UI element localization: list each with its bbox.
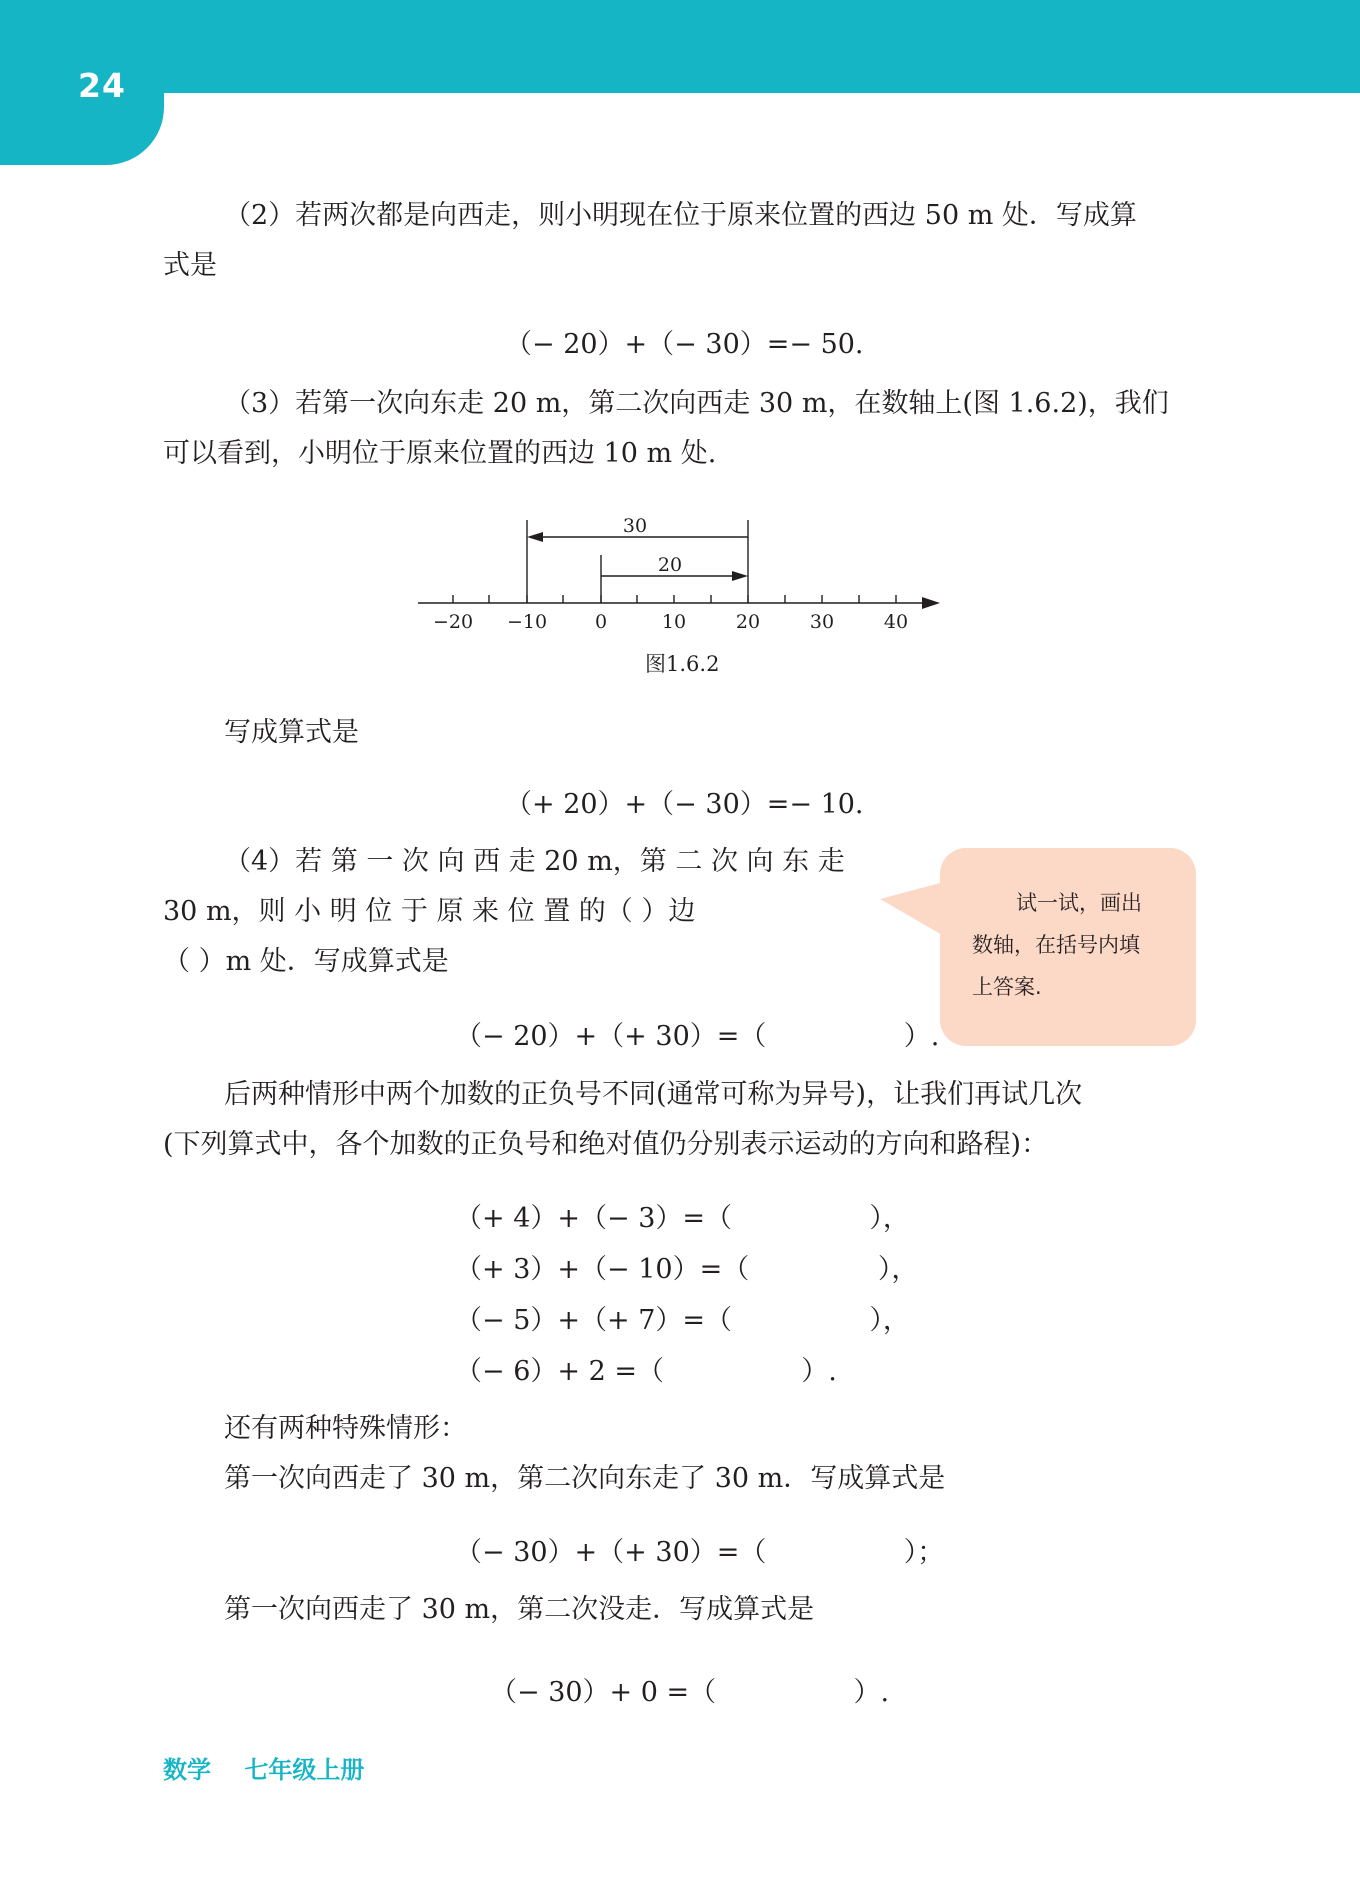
- number-line-figure: [415, 515, 955, 645]
- tick-label: 10: [661, 611, 687, 633]
- para2-equation: （− 20）+（− 30）=− 50.: [505, 329, 864, 360]
- para3-line2: 可以看到，小明位于原来位置的西边 10 m 处.: [163, 438, 717, 469]
- axis-arrowhead: [922, 597, 940, 609]
- callout-text: [972, 882, 1182, 1008]
- para2-line1: （2）若两次都是向西走，则小明现在位于原来位置的西边 50 m 处．写成算: [224, 200, 1137, 231]
- figure-caption: 图1.6.2: [645, 652, 720, 676]
- tick-label: 0: [594, 611, 608, 633]
- exercise-equation: （− 6）+ 2 =（ ）.: [455, 1356, 837, 1387]
- special-intro: 还有两种特殊情形：: [224, 1413, 467, 1444]
- para3b-equation: （+ 20）+（− 30）=− 10.: [505, 789, 864, 820]
- exercise-equation: （− 5）+（+ 7）=（ ），: [455, 1305, 910, 1336]
- tick-label: −10: [506, 611, 548, 633]
- special-equation1: （− 30）+（+ 30）=（ ）；: [455, 1537, 945, 1568]
- arrow-short-label: 20: [657, 554, 683, 576]
- exercise-equation: （+ 4）+（− 3）=（ ），: [455, 1203, 910, 1234]
- para3b-line1: 写成算式是: [224, 717, 359, 748]
- page-number: 24: [78, 66, 126, 105]
- tick-label: −20: [432, 611, 474, 633]
- para4-line1: （4）若 第 一 次 向 西 走 20 m，第 二 次 向 东 走: [224, 846, 845, 877]
- special-case1: 第一次向西走了 30 m，第二次向东走了 30 m．写成算式是: [224, 1463, 946, 1494]
- special-equation2: （− 30）+ 0 =（ ）.: [490, 1677, 890, 1708]
- arrow-long-label: 30: [622, 515, 648, 537]
- exercise-equation: （+ 3）+（− 10）=（ ），: [455, 1254, 919, 1285]
- para5-line1: 后两种情形中两个加数的正负号不同(通常可称为异号)，让我们再试几次: [224, 1079, 1083, 1110]
- callout-line2: 数轴，在括号内填: [972, 933, 1140, 957]
- callout-line3: 上答案.: [972, 975, 1042, 999]
- arrow-long-head: [527, 532, 543, 542]
- para4-line3: （ ）m 处．写成算式是: [163, 946, 449, 977]
- header-bar: [0, 0, 1360, 93]
- special-case2: 第一次向西走了 30 m，第二次没走．写成算式是: [224, 1594, 815, 1625]
- axis-ticks: [453, 595, 896, 603]
- para3-line1: （3）若第一次向东走 20 m，第二次向西走 30 m，在数轴上(图 1.6.2)，我们: [224, 388, 1169, 419]
- para5-line2: (下列算式中，各个加数的正负号和绝对值仍分别表示运动的方向和路程)：: [163, 1129, 1049, 1160]
- tick-label: 20: [735, 611, 761, 633]
- para4-line2: 30 m，则 小 明 位 于 原 来 位 置 的（ ）边: [163, 896, 696, 927]
- para4-equation: （− 20）+（+ 30）=（ ）.: [455, 1021, 940, 1052]
- footer-book-title: 数学 七年级上册: [163, 1756, 365, 1784]
- tick-label: 30: [809, 611, 835, 633]
- callout-line1: 试一试，画出: [1016, 891, 1142, 915]
- tick-label: 40: [883, 611, 909, 633]
- arrow-short-head: [732, 571, 748, 581]
- para2-line2: 式是: [163, 250, 217, 281]
